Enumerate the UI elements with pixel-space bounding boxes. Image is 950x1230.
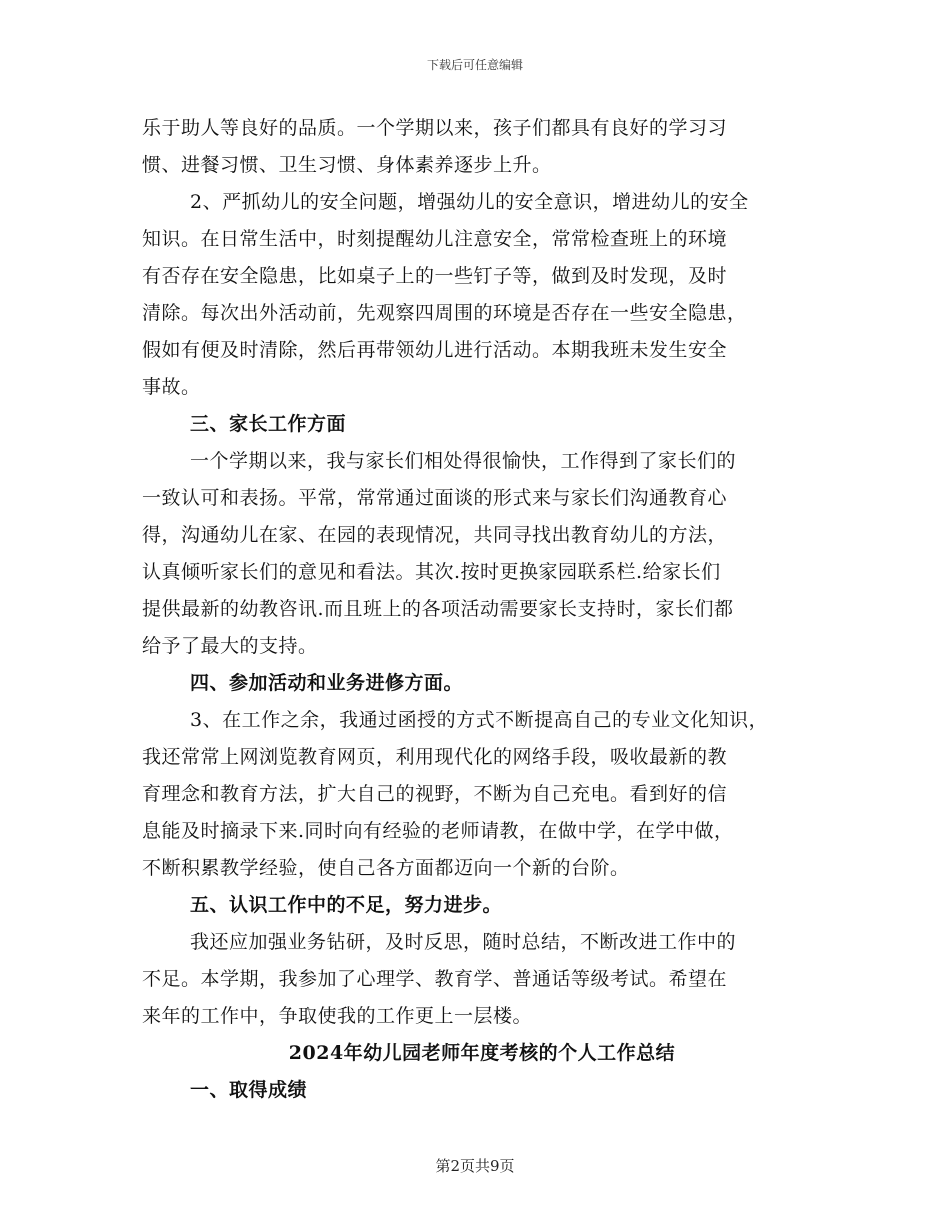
paragraph-line: 得，沟通幼儿在家、在园的表现情况，共同寻找出教育幼儿的方法，	[142, 524, 728, 546]
page-header: 下载后可任意编辑	[426, 58, 523, 72]
paragraph-line: 不足。本学期，我参加了心理学、教育学、普通话等级考试。希望在	[142, 968, 728, 990]
document-body	[142, 110, 822, 1109]
paragraph-line: 不断积累教学经验，使自己各方面都迈向一个新的台阶。	[142, 857, 630, 879]
paragraph-first-line: 我还应加强业务钻研，及时反思，随时总结，不断改进工作中的	[190, 931, 737, 953]
paragraph-line: 惯、进餐习惯、卫生习惯、身体素养逐步上升。	[142, 154, 552, 176]
paragraph-line: 我还常常上网浏览教育网页，利用现代化的网络手段，吸收最新的教	[142, 746, 728, 768]
paragraph-line: 假如有便及时清除，然后再带领幼儿进行活动。本期我班未发生安全	[142, 339, 728, 361]
paragraph-line: 有否存在安全隐患，比如桌子上的一些钉子等，做到及时发现，及时	[142, 265, 728, 287]
paragraph-first-line: 2、严抓幼儿的安全问题，增强幼儿的安全意识，增进幼儿的安全	[190, 191, 749, 213]
section-heading: 四、参加活动和业务进修方面。	[190, 672, 464, 694]
paragraph-line: 育理念和教育方法，扩大自己的视野，不断为自己充电。看到好的信	[142, 783, 728, 805]
page-footer: 第2页共9页	[435, 1157, 515, 1175]
section-heading: 五、认识工作中的不足，努力进步。	[190, 894, 503, 916]
paragraph-line: 息能及时摘录下来.同时向有经验的老师请教，在做中学，在学中做，	[142, 820, 734, 842]
section-heading: 一、取得成绩	[190, 1079, 308, 1101]
document-title: 2024年幼儿园老师年度考核的个人工作总结	[288, 1042, 676, 1064]
paragraph-first-line: 一个学期以来，我与家长们相处得很愉快，工作得到了家长们的	[190, 450, 737, 472]
paragraph-line: 乐于助人等良好的品质。一个学期以来，孩子们都具有良好的学习习	[142, 117, 728, 139]
paragraph-line: 清除。每次出外活动前，先观察四周围的环境是否存在一些安全隐患，	[142, 302, 747, 324]
paragraph-line: 知识。在日常生活中，时刻提醒幼儿注意安全，常常检查班上的环境	[142, 228, 728, 250]
paragraph-first-line: 3、在工作之余，我通过函授的方式不断提高自己的专业文化知识，	[190, 709, 769, 731]
paragraph-line: 提供最新的幼教咨讯.而且班上的各项活动需要家长支持时，家长们都	[142, 598, 734, 620]
paragraph-line: 给予了最大的支持。	[142, 635, 318, 657]
section-heading: 三、家长工作方面	[190, 413, 347, 435]
paragraph-line: 认真倾听家长们的意见和看法。其次.按时更换家园联系栏.给家长们	[142, 561, 721, 583]
paragraph-line: 一致认可和表扬。平常，常常通过面谈的形式来与家长们沟通教育心	[142, 487, 728, 509]
paragraph-line: 事故。	[142, 376, 201, 398]
paragraph-line: 来年的工作中，争取使我的工作更上一层楼。	[142, 1005, 533, 1027]
